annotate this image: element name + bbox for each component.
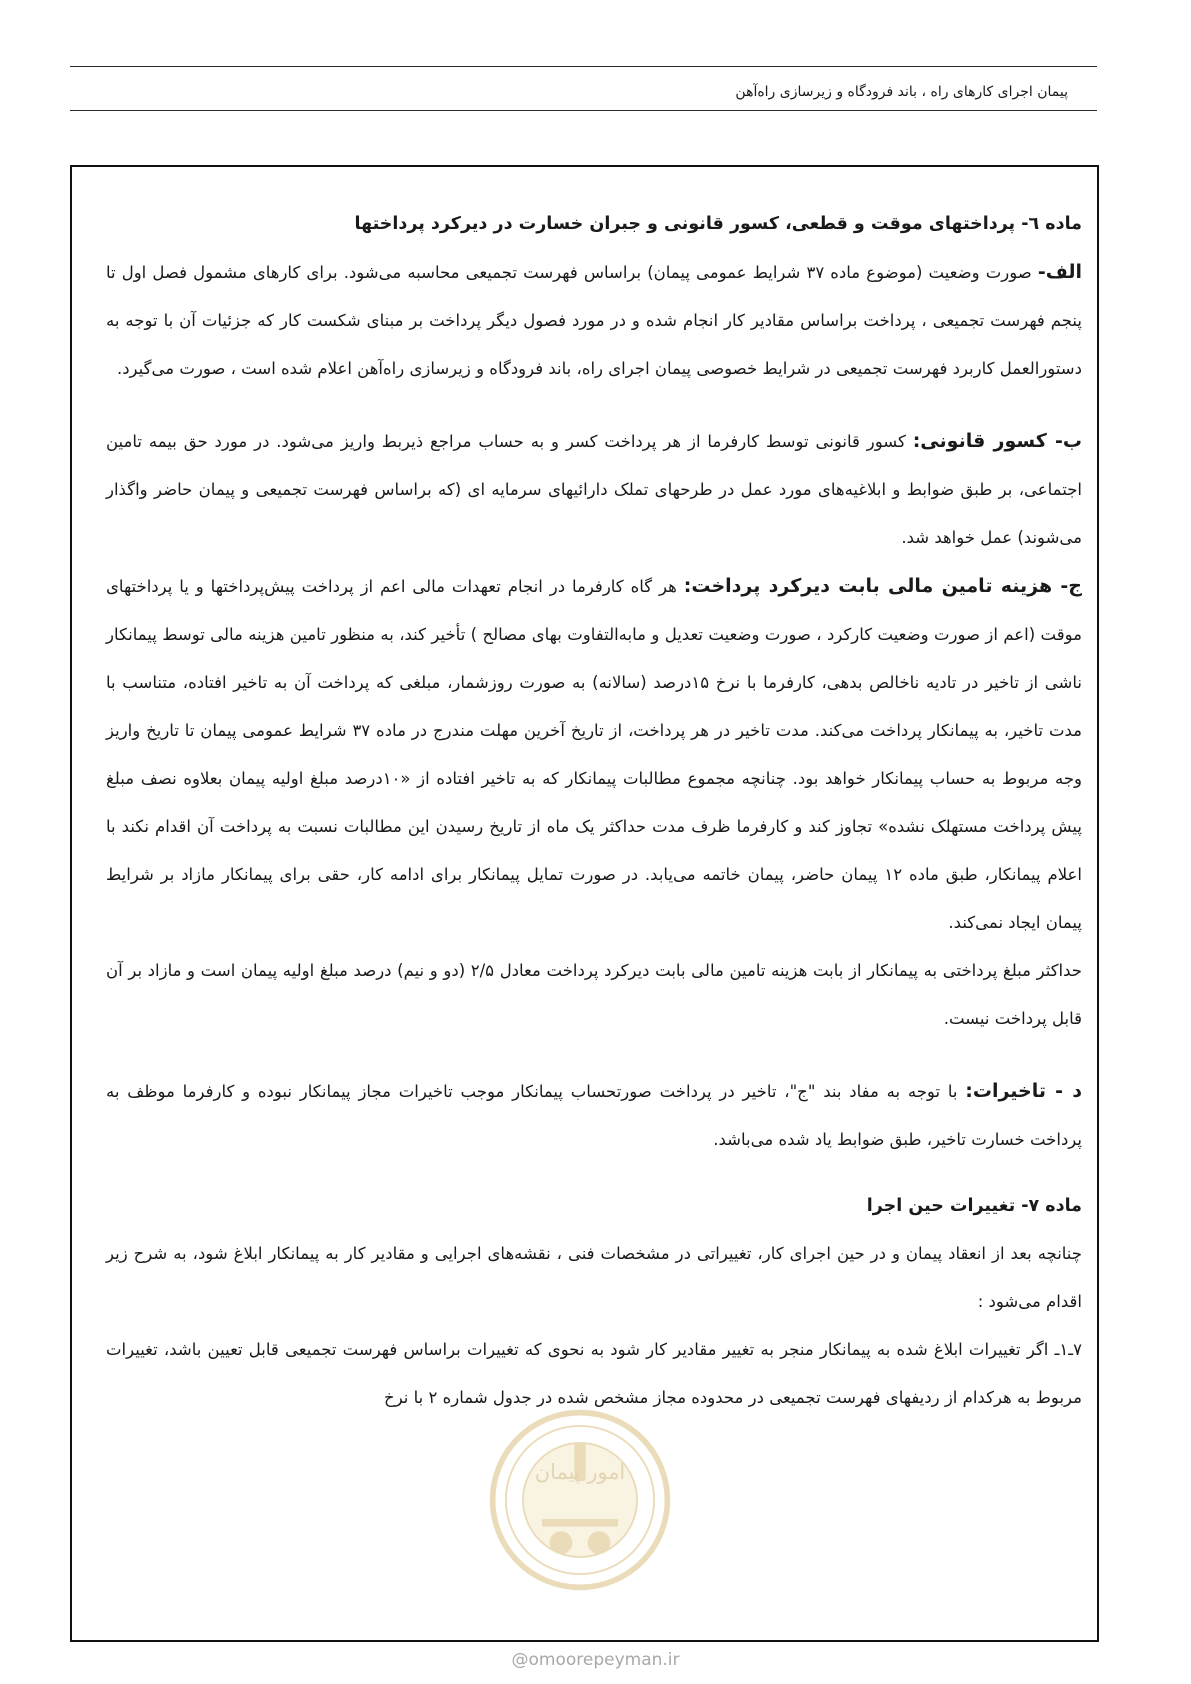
document-body [106,200,1082,1422]
clause-alef-text: صورت وضعیت (موضوع ماده ۳۷ شرایط عمومی پیمان) براساس فهرست تجمیعی محاسبه می‌شود. برای کارهای مشمول فصل اول تا پنجم فهرست تجمیعی ، پرداخت براساس مقادیر کار انجام شده و در مورد فصول دیگر پرداخت بر مبنای شکست کار که جزئیات آن با توجه به دستورالعمل کاربرد فهرست تجمیعی در شرایط خصوصی پیمان اجرای راه، باند فرودگاه و زیرسازی راه‌آهن اعلام شده است ، صورت می‌گیرد. [106,263,1082,378]
clause-dal [106,1067,1082,1164]
watermark: @omoorepeyman.ir [511,1650,680,1670]
spacer [106,1043,1082,1067]
clause-be-label: ب- کسور قانونی: [912,430,1082,452]
clause-be [106,417,1082,562]
clause-je-text: هر گاه کارفرما در انجام تعهدات مالی اعم از پرداخت پیش‌پرداختها و یا پرداختهای موقت (اعم از صورت وضعیت کارکرد ، صورت وضعیت تعدیل و مابه‌التفاوت بهای مصالح ) تأخیر کند، به منظور تامین هزینه مالی توسط پیمانکار ناشی از تاخیر در تادیه ناخالص بدهی، کارفرما با نرخ ۱۵درصد (سالانه) به صورت روزشمار، مبلغی که پرداخت آن به تاخیر افتاده، متناسب با مدت تاخیر، به پیمانکار پرداخت می‌کند. مدت تاخیر در هر پرداخت، از تاریخ آخرین مهلت مندرج در ماده ۳۷ شرایط عمومی پیمان تا تاریخ واریز وجه مربوط به حساب پیمانکار خواهد بود. چنانچه مجموع مطالبات پیمانکار که به تاخیر افتاده از «۱۰درصد مبلغ اولیه پیمان بعلاوه نصف مبلغ پیش پرداخت مستهلک نشده» تجاوز کند و کارفرما ظرف مدت حداکثر یک ماه از تاریخ رسیدن این مطالبات نسبت به پرداخت آن اقدام نکند با اعلام پیمانکار، طبق ماده ۱۲ پیمان حاضر، پیمان خاتمه می‌یابد. در صورت تمایل پیمانکار برای ادامه کار، حقی برای پیمانکار مازاد بر شرایط پیمان ایجاد نمی‌کند. [106,577,1083,932]
clause-dal-text: با توجه به مفاد بند "ج"، تاخیر در پرداخت صورتحساب پیمانکار موجب تاخیرات مجاز پیمانکار نبوده و کارفرما موظف به پرداخت خسارت تاخیر، طبق ضوابط یاد شده می‌باشد. [106,1082,1082,1149]
clause-alef-label: الف- [1037,261,1083,283]
article-7-title: ماده ۷- تغییرات حین اجرا [866,1196,1082,1216]
article-7-intro: چنانچه بعد از انعقاد پیمان و در حین اجرای کار، تغییراتی در مشخصات فنی ، نقشه‌های اجرایی و مقادیر کار به پیمانکار ابلاغ شود، به شرح زیر اقدام می‌شود : [106,1244,1082,1311]
header-title: پیمان اجرای کارهای راه ، باند فرودگاه و زیرسازی راه‌آهن [735,84,1068,100]
article-6-title: ماده ٦- پرداختهای موقت و قطعی، کسور قانونی و جبران خسارت در دیرکرد پرداختها [354,214,1082,234]
clause-dal-label: د - تاخیرات: [965,1080,1082,1102]
seal-stamp-text: امور پیمان [534,1460,626,1485]
clause-je-label: ج- هزینه تامین مالی بابت دیرکرد پرداخت: [683,575,1082,597]
clause-je-cap: حداکثر مبلغ پرداختی به پیمانکار از بابت هزینه تامین مالی بابت دیرکرد پرداخت معادل ۲/۵ (دو و نیم) درصد مبلغ اولیه پیمان است و مازاد بر آن قابل پرداخت نیست. [106,961,1082,1028]
spacer [106,1164,1082,1182]
header-rule-top [70,66,1097,67]
clause-7-1: ۷ـ۱ـ اگر تغییرات ابلاغ شده به پیمانکار منجر به تغییر مقادیر کار شود به نحوی که تغییرات براساس فهرست تجمیعی قابل تعیین باشد، تغییرات مربوط به هرکدام از ردیفهای فهرست تجمیعی در محدوده مجاز مشخص شده در جدول شماره ۲ با نرخ [106,1340,1082,1407]
clause-alef [106,248,1082,393]
clause-be-text: کسور قانونی توسط کارفرما از هر پرداخت کسر و به حساب مراجع ذیربط واریز می‌شود. در مورد حق بیمه تامین اجتماعی، بر طبق ضوابط و ابلاغیه‌های مورد عمل در طرحهای تملک دارائیهای سرمایه ای (که براساس فهرست تجمیعی و پیمان حاضر واگذار می‌شوند) عمل خواهد شد. [106,432,1082,547]
spacer [106,393,1082,417]
header-rule-bottom [70,110,1097,111]
clause-je [106,562,1082,947]
